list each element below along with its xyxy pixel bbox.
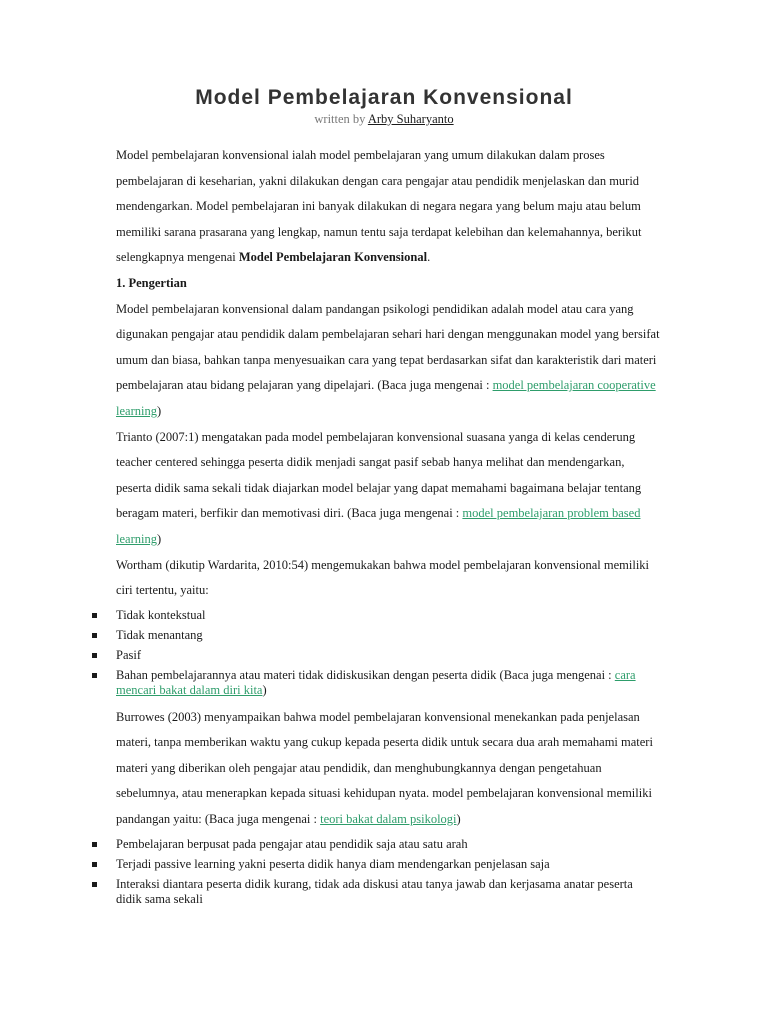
- author-link[interactable]: Arby Suharyanto: [367, 112, 454, 126]
- link-cara-mencari-bakat[interactable]: cara mencari bakat dalam diri kita: [116, 667, 636, 698]
- paragraph-wortham: Wortham (dikutip Wardarita, 2010:54) mengemukakan bahwa model pembelajaran konvensional memiliki ciri tertentu, yaitu:: [116, 557, 650, 598]
- article-body: [116, 143, 661, 914]
- page-title: Model Pembelajaran Konvensional: [195, 86, 573, 109]
- link-teori-bakat[interactable]: teori bakat dalam psikologi: [320, 812, 457, 827]
- characteristics-list: [116, 608, 661, 699]
- link-problem-based-learning[interactable]: model pembelajaran problem based learning: [116, 506, 641, 546]
- intro-bold-term: Model Pembelajaran Konvensional: [238, 250, 428, 265]
- list-item: Interaksi diantara peserta didik kurang, tidak ada diskusi atau tanya jawab dan kerjasama anatar peserta didik sama sekali: [116, 877, 661, 908]
- paragraph-trianto: Trianto (2007:1) mengatakan pada model pembelajaran konvensional suasana yanga di kelas cenderung teacher centered sehingga peserta didik menjadi sangat pasif sebab hanya melihat dan mendengarkan, peserta didik sama sekali tidak diajarkan model belajar yang dapat memahami bagaimana belajar tentang beragam materi, berfikir dan memotivasi diri. (Baca juga mengenai : model pembelajaran problem based learning): [116, 429, 642, 546]
- list-item: Tidak menantang: [116, 628, 661, 644]
- byline-prefix: written by: [314, 112, 368, 126]
- list-item: Pembelajaran berpusat pada pengajar atau pendidik saja atau satu arah: [116, 837, 661, 853]
- paragraph-burrowes: Burrowes (2003) menyampaikan bahwa model pembelajaran konvensional menekankan pada penjelasan materi, tanpa memberikan waktu yang cukup kepada peserta didik untuk secara dua arah memahami materi materi yang diberikan oleh pengajar atau pendidik, dan menghubungkannya dengan pengetahuan sebelumnya, atau menerapkan kepada situasi kehidupan nyata. model pembelajaran konvensional memiliki pandangan yaitu: (Baca juga mengenai : teori bakat dalam psikologi): [116, 709, 653, 827]
- list-item: Tidak kontekstual: [116, 608, 661, 624]
- byline: [0, 112, 768, 127]
- link-cooperative-learning[interactable]: model pembelajaran cooperative learning: [116, 378, 656, 418]
- list-item: Bahan pembelajarannya atau materi tidak didiskusikan dengan peserta didik (Baca juga mengenai : cara mencari bakat dalam diri kita): [116, 668, 661, 699]
- section-heading-pengertian: 1. Pengertian: [116, 275, 187, 290]
- list-item: Terjadi passive learning yakni peserta didik hanya diam mendengarkan penjelasan saja: [116, 857, 661, 873]
- list-item: Pasif: [116, 648, 661, 664]
- intro-paragraph: Model pembelajaran konvensional ialah model pembelajaran yang umum dilakukan dalam proses pembelajaran di keseharian, yakni dilakukan dengan cara pengajar atau pendidik menjelaskan dan murid mendengarkan. Model pembelajaran ini banyak dilakukan di negara negara yang belum maju atau belum memiliki sarana prasarana yang lengkap, namun tentu saja terdapat kelebihan dan kelemahannya, berikut selengkapnya mengenai Model Pembelajaran Konvensional.: [116, 148, 642, 265]
- paragraph-definition: Model pembelajaran konvensional dalam pandangan psikologi pendidikan adalah model atau cara yang digunakan pengajar atau pendidik dalam pembelajaran sehari hari dengan menggunakan model yang bersifat umum dan biasa, bahkan tanpa menyesuaikan cara yang tepat berdasarkan sifat dan karakteristik dari materi pembelajaran atau bidang pelajaran yang dipelajari. (Baca juga mengenai : model pembelajaran cooperative learning): [116, 301, 660, 418]
- views-list: [116, 837, 661, 908]
